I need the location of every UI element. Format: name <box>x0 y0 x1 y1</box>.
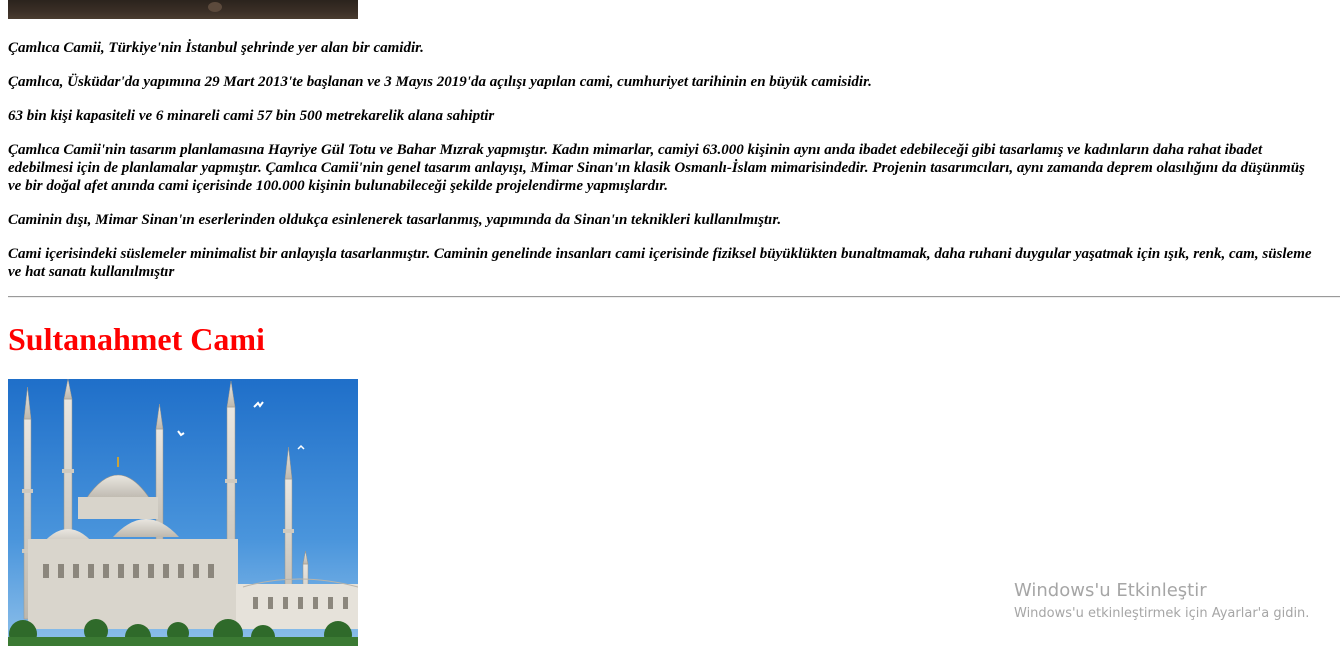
windows-activation-watermark <box>1014 580 1309 623</box>
image-detail <box>208 2 222 12</box>
watermark-subtitle: Windows'u etkinleştirmek için Ayarlar'a gidin. <box>1014 606 1310 621</box>
watermark-title: Windows'u Etkinleştir <box>1014 580 1207 601</box>
paragraph-interior: Cami içerisindeki süslemeler minimalist bir anlayışla tasarlanmıştır. Caminin genelinde insanları cami içerisinde fiziksel büyüklükten bunaltmamak, daha ruhani duygular yaşatmak için ışık, renk, cam, süsleme ve hat sanatı kullanılmıştır <box>8 246 1312 280</box>
paragraph-intro: Çamlıca Camii, Türkiye'nin İstanbul şehrinde yer alan bir camidir. <box>8 40 424 56</box>
section-divider <box>8 296 1340 298</box>
paragraph-design: Çamlıca Camii'nin tasarım planlamasına Hayriye Gül Totu ve Bahar Mızrak yapmıştır. Kadın mimarlar, camiyi 63.000 kişinin aynı anda ibadet edebileceği gibi tasarlamış ve kadınların daha rahat ibadet edebilmesi için de planlamalar yapmıştır. Çamlıca Camii'nin genel tasarım anlayışı, Mimar Sinan'ın klasik Osmanlı-İslam mimarisindedir. Projenin tasarımcıları, aynı zamanda deprem olasılığını da düşünmüş ve bir doğal afet anında cami içerisinde 100.000 kişinin bulunabileceği şekilde projelendirme yapmışlardır. <box>8 142 1305 194</box>
paragraph-exterior: Caminin dışı, Mimar Sinan'ın eserlerinden oldukça esinlenerek tasarlanmış, yapımında da Sinan'ın teknikleri kullanılmıştır. <box>8 212 782 228</box>
section-heading: Sultanahmet Cami <box>8 321 265 357</box>
paragraph-capacity: 63 bin kişi kapasiteli ve 6 minareli cami 57 bin 500 metrekarelik alana sahiptir <box>8 108 495 124</box>
paragraph-construction: Çamlıca, Üsküdar'da yapımına 29 Mart 2013'te başlanan ve 3 Mayıs 2019'da açılışı yapılan cami, cumhuriyet tarihinin en büyük camisidir. <box>8 74 872 90</box>
camlica-mosque-image <box>8 0 358 19</box>
sultanahmet-mosque-image <box>8 379 358 646</box>
